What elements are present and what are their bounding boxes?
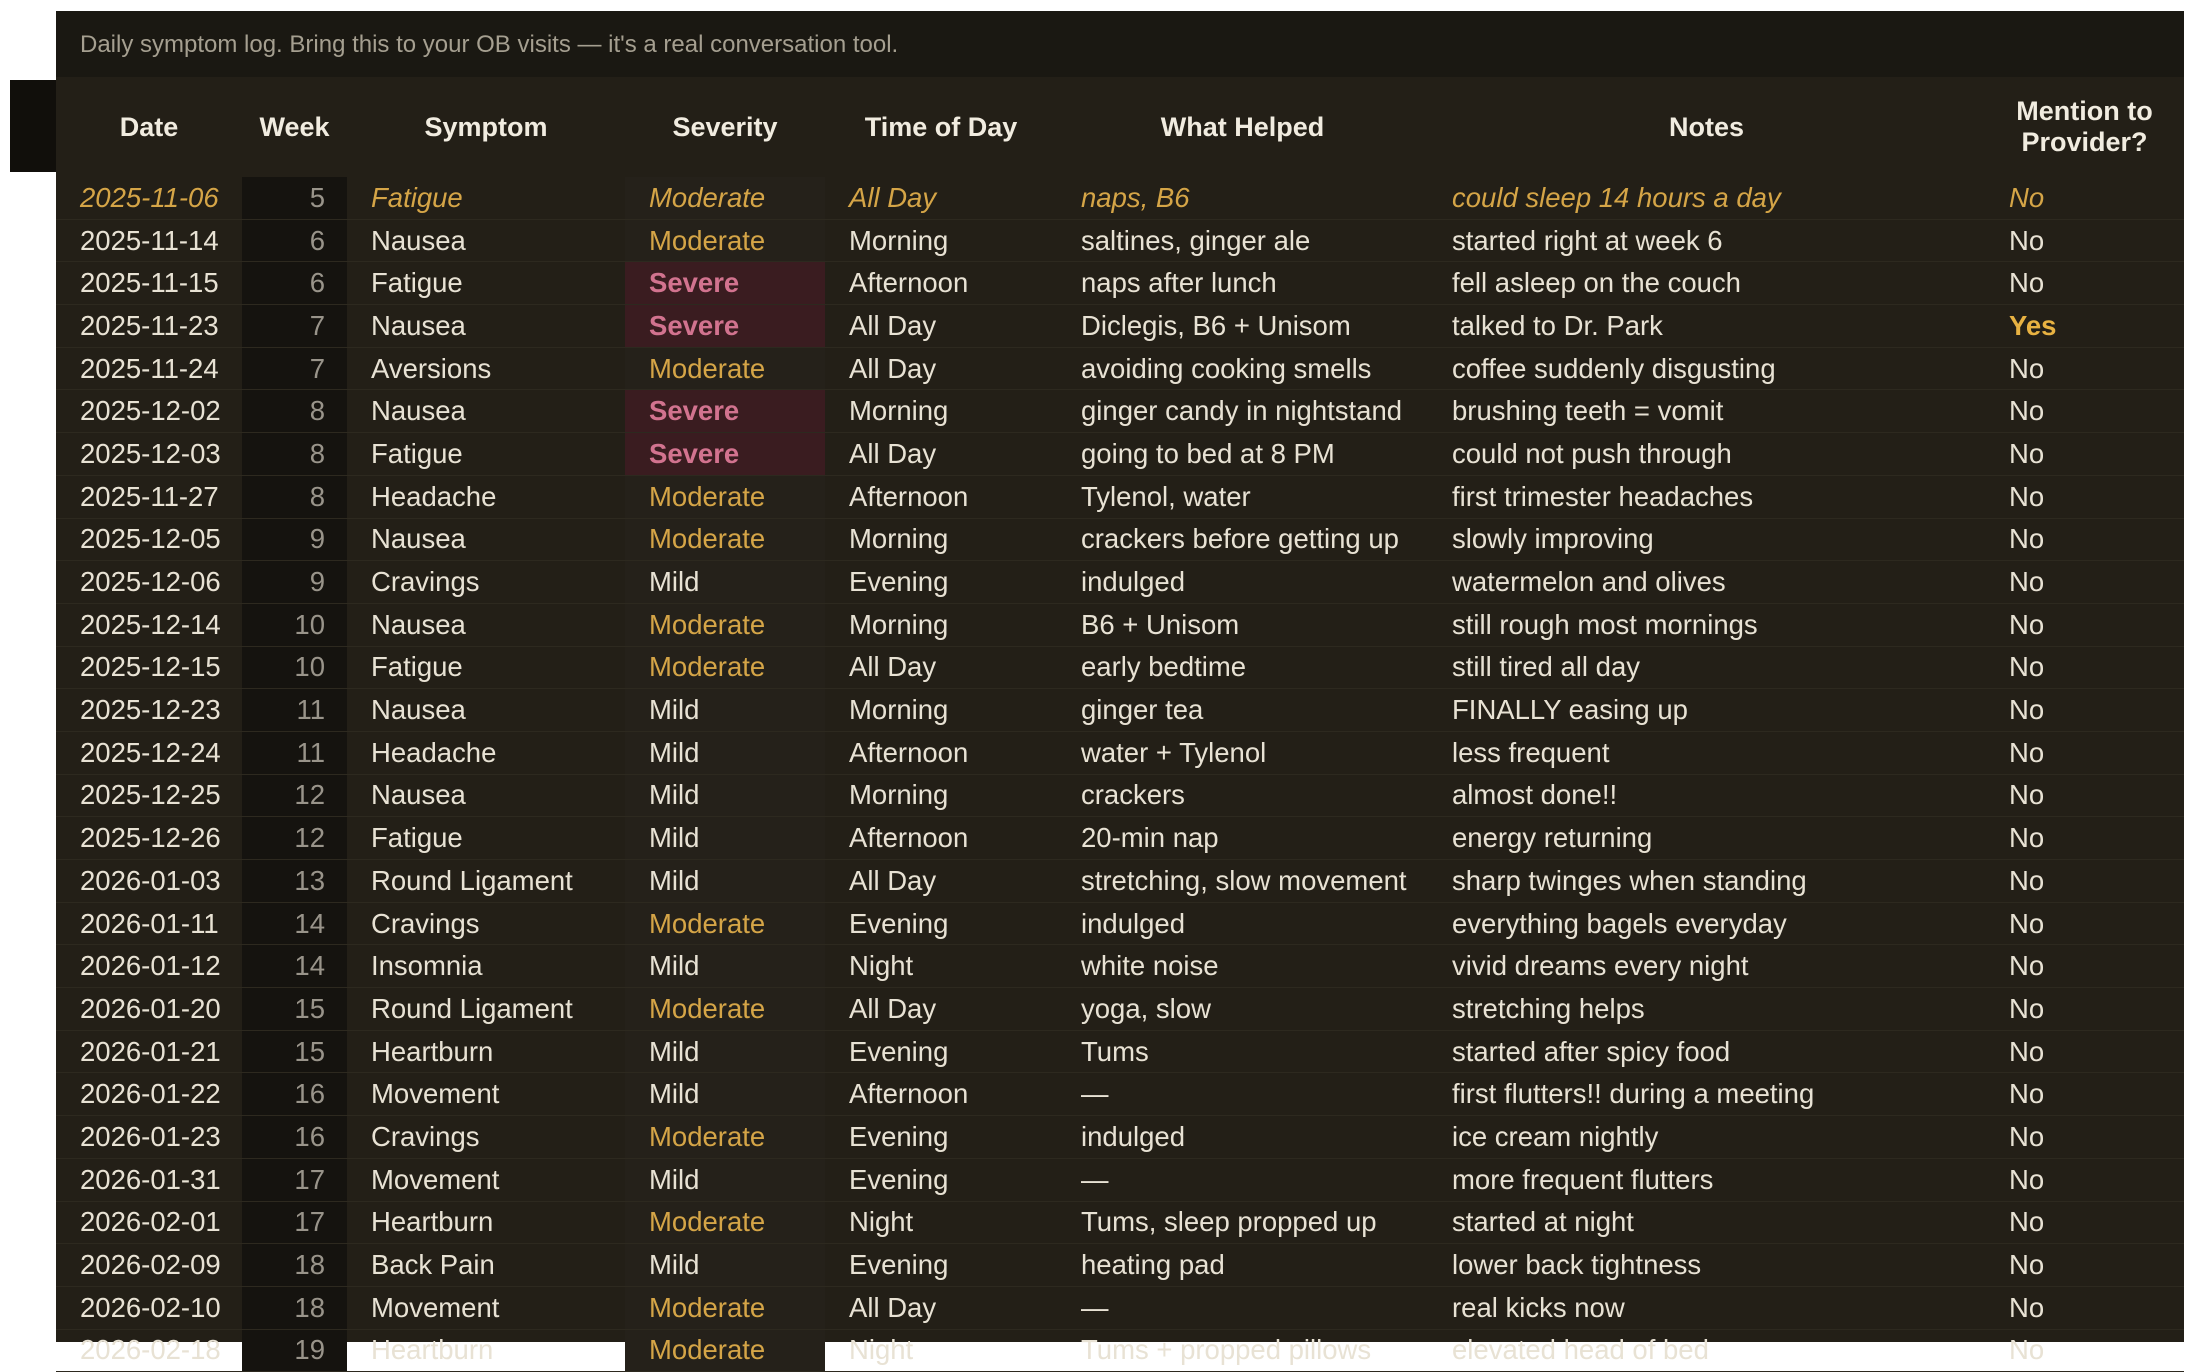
notes-cell[interactable]: real kicks now: [1428, 1286, 1985, 1329]
table-row[interactable]: [56, 1244, 2184, 1287]
date-cell[interactable]: 2026-02-01: [56, 1201, 242, 1244]
what-helped-cell[interactable]: 20-min nap: [1057, 817, 1428, 860]
date-cell[interactable]: 2025-11-23: [56, 305, 242, 348]
table-row[interactable]: [56, 731, 2184, 774]
date-cell[interactable]: 2026-01-12: [56, 945, 242, 988]
notes-cell[interactable]: energy returning: [1428, 817, 1985, 860]
mention-to-provider-cell[interactable]: Yes: [1985, 305, 2184, 348]
time-of-day-cell[interactable]: Morning: [825, 390, 1057, 433]
mention-to-provider-cell[interactable]: No: [1985, 518, 2184, 561]
symptom-cell[interactable]: Insomnia: [347, 945, 625, 988]
column-header-what-helped[interactable]: What Helped: [1160, 111, 1325, 142]
column-header-week[interactable]: Week: [259, 111, 330, 142]
mention-to-provider-cell[interactable]: No: [1985, 561, 2184, 604]
time-of-day-cell[interactable]: Evening: [825, 902, 1057, 945]
severity-cell[interactable]: Moderate: [625, 1201, 825, 1244]
notes-cell[interactable]: still tired all day: [1428, 646, 1985, 689]
table-row[interactable]: [56, 433, 2184, 476]
date-cell[interactable]: 2025-12-24: [56, 731, 242, 774]
mention-to-provider-cell[interactable]: No: [1985, 347, 2184, 390]
week-cell[interactable]: 10: [242, 646, 347, 689]
notes-cell[interactable]: first flutters!! during a meeting: [1428, 1073, 1985, 1116]
symptom-cell[interactable]: Cravings: [347, 902, 625, 945]
symptom-cell[interactable]: Nausea: [347, 390, 625, 433]
column-header-time-of-day[interactable]: Time of Day: [864, 111, 1018, 142]
mention-to-provider-cell[interactable]: No: [1985, 433, 2184, 476]
notes-cell[interactable]: more frequent flutters: [1428, 1158, 1985, 1201]
severity-cell[interactable]: Moderate: [625, 475, 825, 518]
table-row[interactable]: [56, 262, 2184, 305]
severity-cell[interactable]: Severe: [625, 262, 825, 305]
column-header-notes[interactable]: Notes: [1668, 111, 1744, 142]
symptom-cell[interactable]: Round Ligament: [347, 860, 625, 903]
notes-cell[interactable]: talked to Dr. Park: [1428, 305, 1985, 348]
symptom-cell[interactable]: Fatigue: [347, 262, 625, 305]
time-of-day-cell[interactable]: All Day: [825, 347, 1057, 390]
date-cell[interactable]: 2026-01-21: [56, 1030, 242, 1073]
mention-to-provider-cell[interactable]: No: [1985, 390, 2184, 433]
what-helped-cell[interactable]: naps after lunch: [1057, 262, 1428, 305]
week-cell[interactable]: 12: [242, 817, 347, 860]
what-helped-cell[interactable]: Tums + propped pillows: [1057, 1329, 1428, 1372]
time-of-day-cell[interactable]: All Day: [825, 988, 1057, 1031]
time-of-day-cell[interactable]: Night: [825, 1201, 1057, 1244]
symptom-cell[interactable]: Headache: [347, 475, 625, 518]
column-header-date[interactable]: Date: [119, 111, 179, 142]
symptom-cell[interactable]: Nausea: [347, 603, 625, 646]
time-of-day-cell[interactable]: Evening: [825, 1116, 1057, 1159]
time-of-day-cell[interactable]: Night: [825, 945, 1057, 988]
notes-cell[interactable]: started after spicy food: [1428, 1030, 1985, 1073]
week-cell[interactable]: 8: [242, 475, 347, 518]
mention-to-provider-cell[interactable]: No: [1985, 1030, 2184, 1073]
date-cell[interactable]: 2025-12-15: [56, 646, 242, 689]
table-row[interactable]: [56, 774, 2184, 817]
mention-to-provider-cell[interactable]: No: [1985, 1244, 2184, 1287]
time-of-day-cell[interactable]: Afternoon: [825, 475, 1057, 518]
table-row[interactable]: [56, 177, 2184, 219]
mention-to-provider-cell[interactable]: No: [1985, 475, 2184, 518]
what-helped-cell[interactable]: Tums: [1057, 1030, 1428, 1073]
what-helped-cell[interactable]: crackers before getting up: [1057, 518, 1428, 561]
week-cell[interactable]: 16: [242, 1073, 347, 1116]
time-of-day-cell[interactable]: Evening: [825, 561, 1057, 604]
table-row[interactable]: [56, 1329, 2184, 1372]
severity-cell[interactable]: Moderate: [625, 1329, 825, 1372]
what-helped-cell[interactable]: —: [1057, 1073, 1428, 1116]
week-cell[interactable]: 8: [242, 433, 347, 476]
symptom-cell[interactable]: Heartburn: [347, 1030, 625, 1073]
severity-cell[interactable]: Moderate: [625, 603, 825, 646]
what-helped-cell[interactable]: ginger tea: [1057, 689, 1428, 732]
time-of-day-cell[interactable]: Afternoon: [825, 1073, 1057, 1116]
table-row[interactable]: [56, 518, 2184, 561]
severity-cell[interactable]: Mild: [625, 817, 825, 860]
symptom-cell[interactable]: Nausea: [347, 305, 625, 348]
symptom-cell[interactable]: Round Ligament: [347, 988, 625, 1031]
mention-to-provider-cell[interactable]: No: [1985, 603, 2184, 646]
time-of-day-cell[interactable]: Evening: [825, 1030, 1057, 1073]
date-cell[interactable]: 2026-01-03: [56, 860, 242, 903]
what-helped-cell[interactable]: going to bed at 8 PM: [1057, 433, 1428, 476]
symptom-cell[interactable]: Fatigue: [347, 433, 625, 476]
week-cell[interactable]: 7: [242, 305, 347, 348]
notes-cell[interactable]: brushing teeth = vomit: [1428, 390, 1985, 433]
week-cell[interactable]: 18: [242, 1244, 347, 1287]
what-helped-cell[interactable]: Tylenol, water: [1057, 475, 1428, 518]
week-cell[interactable]: 13: [242, 860, 347, 903]
mention-to-provider-cell[interactable]: No: [1985, 1201, 2184, 1244]
week-cell[interactable]: 16: [242, 1116, 347, 1159]
severity-cell[interactable]: Moderate: [625, 646, 825, 689]
column-header-mention-to-provider[interactable]: Mention to Provider?: [2016, 96, 2153, 157]
date-cell[interactable]: 2025-12-03: [56, 433, 242, 476]
notes-cell[interactable]: started at night: [1428, 1201, 1985, 1244]
week-cell[interactable]: 14: [242, 902, 347, 945]
date-cell[interactable]: 2025-12-14: [56, 603, 242, 646]
mention-to-provider-cell[interactable]: No: [1985, 774, 2184, 817]
time-of-day-cell[interactable]: Morning: [825, 219, 1057, 262]
symptom-cell[interactable]: Nausea: [347, 518, 625, 561]
mention-to-provider-cell[interactable]: No: [1985, 902, 2184, 945]
notes-cell[interactable]: FINALLY easing up: [1428, 689, 1985, 732]
severity-cell[interactable]: Mild: [625, 731, 825, 774]
what-helped-cell[interactable]: yoga, slow: [1057, 988, 1428, 1031]
what-helped-cell[interactable]: avoiding cooking smells: [1057, 347, 1428, 390]
symptom-cell[interactable]: Nausea: [347, 774, 625, 817]
table-row[interactable]: [56, 1158, 2184, 1201]
caption-bar: [56, 11, 2184, 77]
week-cell[interactable]: 9: [242, 561, 347, 604]
table-row[interactable]: [56, 1116, 2184, 1159]
notes-cell[interactable]: could not push through: [1428, 433, 1985, 476]
notes-cell[interactable]: less frequent: [1428, 731, 1985, 774]
week-cell[interactable]: 6: [242, 262, 347, 305]
notes-cell[interactable]: ice cream nightly: [1428, 1116, 1985, 1159]
notes-cell[interactable]: slowly improving: [1428, 518, 1985, 561]
notes-cell[interactable]: coffee suddenly disgusting: [1428, 347, 1985, 390]
what-helped-cell[interactable]: water + Tylenol: [1057, 731, 1428, 774]
date-cell[interactable]: 2026-01-23: [56, 1116, 242, 1159]
date-cell[interactable]: 2026-01-31: [56, 1158, 242, 1201]
mention-to-provider-cell[interactable]: No: [1985, 817, 2184, 860]
what-helped-cell[interactable]: indulged: [1057, 561, 1428, 604]
severity-cell[interactable]: Mild: [625, 1073, 825, 1116]
date-cell[interactable]: 2026-02-18: [56, 1329, 242, 1372]
time-of-day-cell[interactable]: All Day: [825, 177, 1057, 219]
symptom-table: [56, 77, 2184, 1372]
mention-to-provider-cell[interactable]: No: [1985, 860, 2184, 903]
mention-to-provider-cell[interactable]: No: [1985, 262, 2184, 305]
notes-cell[interactable]: could sleep 14 hours a day: [1428, 177, 1985, 219]
what-helped-cell[interactable]: indulged: [1057, 1116, 1428, 1159]
what-helped-cell[interactable]: crackers: [1057, 774, 1428, 817]
notes-cell[interactable]: started right at week 6: [1428, 219, 1985, 262]
what-helped-cell[interactable]: Tums, sleep propped up: [1057, 1201, 1428, 1244]
week-cell[interactable]: 15: [242, 988, 347, 1031]
symptom-cell[interactable]: Cravings: [347, 561, 625, 604]
time-of-day-cell[interactable]: Morning: [825, 603, 1057, 646]
week-cell[interactable]: 7: [242, 347, 347, 390]
time-of-day-cell[interactable]: All Day: [825, 860, 1057, 903]
severity-cell[interactable]: Moderate: [625, 177, 825, 219]
notes-cell[interactable]: elevated head of bed: [1428, 1329, 1985, 1372]
notes-cell[interactable]: everything bagels everyday: [1428, 902, 1985, 945]
table-row[interactable]: [56, 902, 2184, 945]
table-row[interactable]: [56, 1201, 2184, 1244]
symptom-cell[interactable]: Heartburn: [347, 1201, 625, 1244]
symptom-cell[interactable]: Movement: [347, 1158, 625, 1201]
date-cell[interactable]: 2025-12-05: [56, 518, 242, 561]
table-row[interactable]: [56, 817, 2184, 860]
what-helped-cell[interactable]: ginger candy in nightstand: [1057, 390, 1428, 433]
mention-to-provider-cell[interactable]: No: [1985, 1329, 2184, 1372]
notes-cell[interactable]: still rough most mornings: [1428, 603, 1985, 646]
date-cell[interactable]: 2025-11-24: [56, 347, 242, 390]
severity-cell[interactable]: Moderate: [625, 1116, 825, 1159]
table-row[interactable]: [56, 945, 2184, 988]
column-header-symptom[interactable]: Symptom: [424, 111, 548, 142]
table-row[interactable]: [56, 1286, 2184, 1329]
table-row[interactable]: [56, 860, 2184, 903]
severity-cell[interactable]: Mild: [625, 774, 825, 817]
time-of-day-cell[interactable]: Night: [825, 1329, 1057, 1372]
mention-to-provider-cell[interactable]: No: [1985, 988, 2184, 1031]
what-helped-cell[interactable]: naps, B6: [1057, 177, 1428, 219]
table-row[interactable]: [56, 219, 2184, 262]
notes-cell[interactable]: fell asleep on the couch: [1428, 262, 1985, 305]
symptom-cell[interactable]: Cravings: [347, 1116, 625, 1159]
what-helped-cell[interactable]: —: [1057, 1158, 1428, 1201]
symptom-log-sheet: [56, 11, 2184, 1366]
time-of-day-cell[interactable]: Afternoon: [825, 731, 1057, 774]
time-of-day-cell[interactable]: Morning: [825, 774, 1057, 817]
notes-cell[interactable]: almost done!!: [1428, 774, 1985, 817]
what-helped-cell[interactable]: Diclegis, B6 + Unisom: [1057, 305, 1428, 348]
table-row[interactable]: [56, 475, 2184, 518]
mention-to-provider-cell[interactable]: No: [1985, 1073, 2184, 1116]
date-cell[interactable]: 2025-11-15: [56, 262, 242, 305]
time-of-day-cell[interactable]: Morning: [825, 518, 1057, 561]
severity-cell[interactable]: Severe: [625, 305, 825, 348]
time-of-day-cell[interactable]: Evening: [825, 1244, 1057, 1287]
week-cell[interactable]: 11: [242, 689, 347, 732]
date-cell[interactable]: 2025-12-23: [56, 689, 242, 732]
severity-cell[interactable]: Mild: [625, 1030, 825, 1073]
week-cell[interactable]: 11: [242, 731, 347, 774]
week-cell[interactable]: 9: [242, 518, 347, 561]
time-of-day-cell[interactable]: Evening: [825, 1158, 1057, 1201]
week-cell[interactable]: 18: [242, 1286, 347, 1329]
mention-to-provider-cell[interactable]: No: [1985, 219, 2184, 262]
symptom-cell[interactable]: Fatigue: [347, 177, 625, 219]
table-row[interactable]: [56, 689, 2184, 732]
date-cell[interactable]: 2026-02-10: [56, 1286, 242, 1329]
date-cell[interactable]: 2026-02-09: [56, 1244, 242, 1287]
symptom-cell[interactable]: Aversions: [347, 347, 625, 390]
severity-cell[interactable]: Moderate: [625, 518, 825, 561]
week-cell[interactable]: 6: [242, 219, 347, 262]
severity-cell[interactable]: Moderate: [625, 988, 825, 1031]
severity-cell[interactable]: Severe: [625, 390, 825, 433]
date-cell[interactable]: 2025-12-25: [56, 774, 242, 817]
time-of-day-cell[interactable]: Afternoon: [825, 817, 1057, 860]
column-header-severity[interactable]: Severity: [672, 111, 778, 142]
date-cell[interactable]: 2026-01-20: [56, 988, 242, 1031]
mention-to-provider-cell[interactable]: No: [1985, 646, 2184, 689]
mention-to-provider-cell[interactable]: No: [1985, 1158, 2184, 1201]
week-cell[interactable]: 12: [242, 774, 347, 817]
severity-cell[interactable]: Moderate: [625, 219, 825, 262]
date-cell[interactable]: 2026-01-11: [56, 902, 242, 945]
symptom-cell[interactable]: Movement: [347, 1073, 625, 1116]
severity-cell[interactable]: Moderate: [625, 1286, 825, 1329]
mention-to-provider-cell[interactable]: No: [1985, 1286, 2184, 1329]
notes-cell[interactable]: stretching helps: [1428, 988, 1985, 1031]
what-helped-cell[interactable]: white noise: [1057, 945, 1428, 988]
date-cell[interactable]: 2025-12-02: [56, 390, 242, 433]
severity-cell[interactable]: Mild: [625, 1158, 825, 1201]
symptom-cell[interactable]: Fatigue: [347, 646, 625, 689]
date-cell[interactable]: 2025-12-26: [56, 817, 242, 860]
week-cell[interactable]: 5: [242, 177, 347, 219]
notes-cell[interactable]: watermelon and olives: [1428, 561, 1985, 604]
table-row[interactable]: [56, 1073, 2184, 1116]
notes-cell[interactable]: sharp twinges when standing: [1428, 860, 1985, 903]
time-of-day-cell[interactable]: Morning: [825, 689, 1057, 732]
mention-to-provider-cell[interactable]: No: [1985, 177, 2184, 219]
date-cell[interactable]: 2025-11-06: [56, 177, 242, 219]
time-of-day-cell[interactable]: All Day: [825, 1286, 1057, 1329]
notes-cell[interactable]: vivid dreams every night: [1428, 945, 1985, 988]
table-row[interactable]: [56, 390, 2184, 433]
symptom-cell[interactable]: Heartburn: [347, 1329, 625, 1372]
severity-cell[interactable]: Mild: [625, 860, 825, 903]
week-cell[interactable]: 17: [242, 1158, 347, 1201]
table-row[interactable]: [56, 305, 2184, 348]
time-of-day-cell[interactable]: All Day: [825, 646, 1057, 689]
symptom-cell[interactable]: Headache: [347, 731, 625, 774]
symptom-cell[interactable]: Nausea: [347, 689, 625, 732]
mention-to-provider-cell[interactable]: No: [1985, 1116, 2184, 1159]
symptom-cell[interactable]: Nausea: [347, 219, 625, 262]
severity-cell[interactable]: Mild: [625, 945, 825, 988]
what-helped-cell[interactable]: early bedtime: [1057, 646, 1428, 689]
table-row[interactable]: [56, 1030, 2184, 1073]
header-row: [56, 77, 2184, 177]
date-cell[interactable]: 2025-11-27: [56, 475, 242, 518]
notes-cell[interactable]: first trimester headaches: [1428, 475, 1985, 518]
time-of-day-cell[interactable]: All Day: [825, 433, 1057, 476]
date-cell[interactable]: 2025-12-06: [56, 561, 242, 604]
what-helped-cell[interactable]: stretching, slow movement: [1057, 860, 1428, 903]
symptom-cell[interactable]: Movement: [347, 1286, 625, 1329]
week-cell[interactable]: 10: [242, 603, 347, 646]
table-row[interactable]: [56, 561, 2184, 604]
what-helped-cell[interactable]: —: [1057, 1286, 1428, 1329]
severity-cell[interactable]: Mild: [625, 561, 825, 604]
mention-to-provider-cell[interactable]: No: [1985, 689, 2184, 732]
what-helped-cell[interactable]: indulged: [1057, 902, 1428, 945]
notes-cell[interactable]: lower back tightness: [1428, 1244, 1985, 1287]
symptom-cell[interactable]: Back Pain: [347, 1244, 625, 1287]
what-helped-cell[interactable]: B6 + Unisom: [1057, 603, 1428, 646]
what-helped-cell[interactable]: saltines, ginger ale: [1057, 219, 1428, 262]
mention-to-provider-cell[interactable]: No: [1985, 731, 2184, 774]
mention-to-provider-cell[interactable]: No: [1985, 945, 2184, 988]
week-cell[interactable]: 15: [242, 1030, 347, 1073]
time-of-day-cell[interactable]: All Day: [825, 305, 1057, 348]
table-row[interactable]: [56, 603, 2184, 646]
week-cell[interactable]: 17: [242, 1201, 347, 1244]
severity-cell[interactable]: Severe: [625, 433, 825, 476]
severity-cell[interactable]: Mild: [625, 1244, 825, 1287]
what-helped-cell[interactable]: heating pad: [1057, 1244, 1428, 1287]
sheet-caption: Daily symptom log. Bring this to your OB visits — it's a real conversation tool.: [80, 31, 899, 58]
table-row[interactable]: [56, 988, 2184, 1031]
time-of-day-cell[interactable]: Afternoon: [825, 262, 1057, 305]
severity-cell[interactable]: Moderate: [625, 347, 825, 390]
week-cell[interactable]: 19: [242, 1329, 347, 1372]
side-tab: [10, 80, 56, 172]
symptom-cell[interactable]: Fatigue: [347, 817, 625, 860]
table-body: [56, 177, 2184, 1372]
table-row[interactable]: [56, 646, 2184, 689]
date-cell[interactable]: 2026-01-22: [56, 1073, 242, 1116]
week-cell[interactable]: 8: [242, 390, 347, 433]
severity-cell[interactable]: Moderate: [625, 902, 825, 945]
week-cell[interactable]: 14: [242, 945, 347, 988]
severity-cell[interactable]: Mild: [625, 689, 825, 732]
date-cell[interactable]: 2025-11-14: [56, 219, 242, 262]
table-row[interactable]: [56, 347, 2184, 390]
